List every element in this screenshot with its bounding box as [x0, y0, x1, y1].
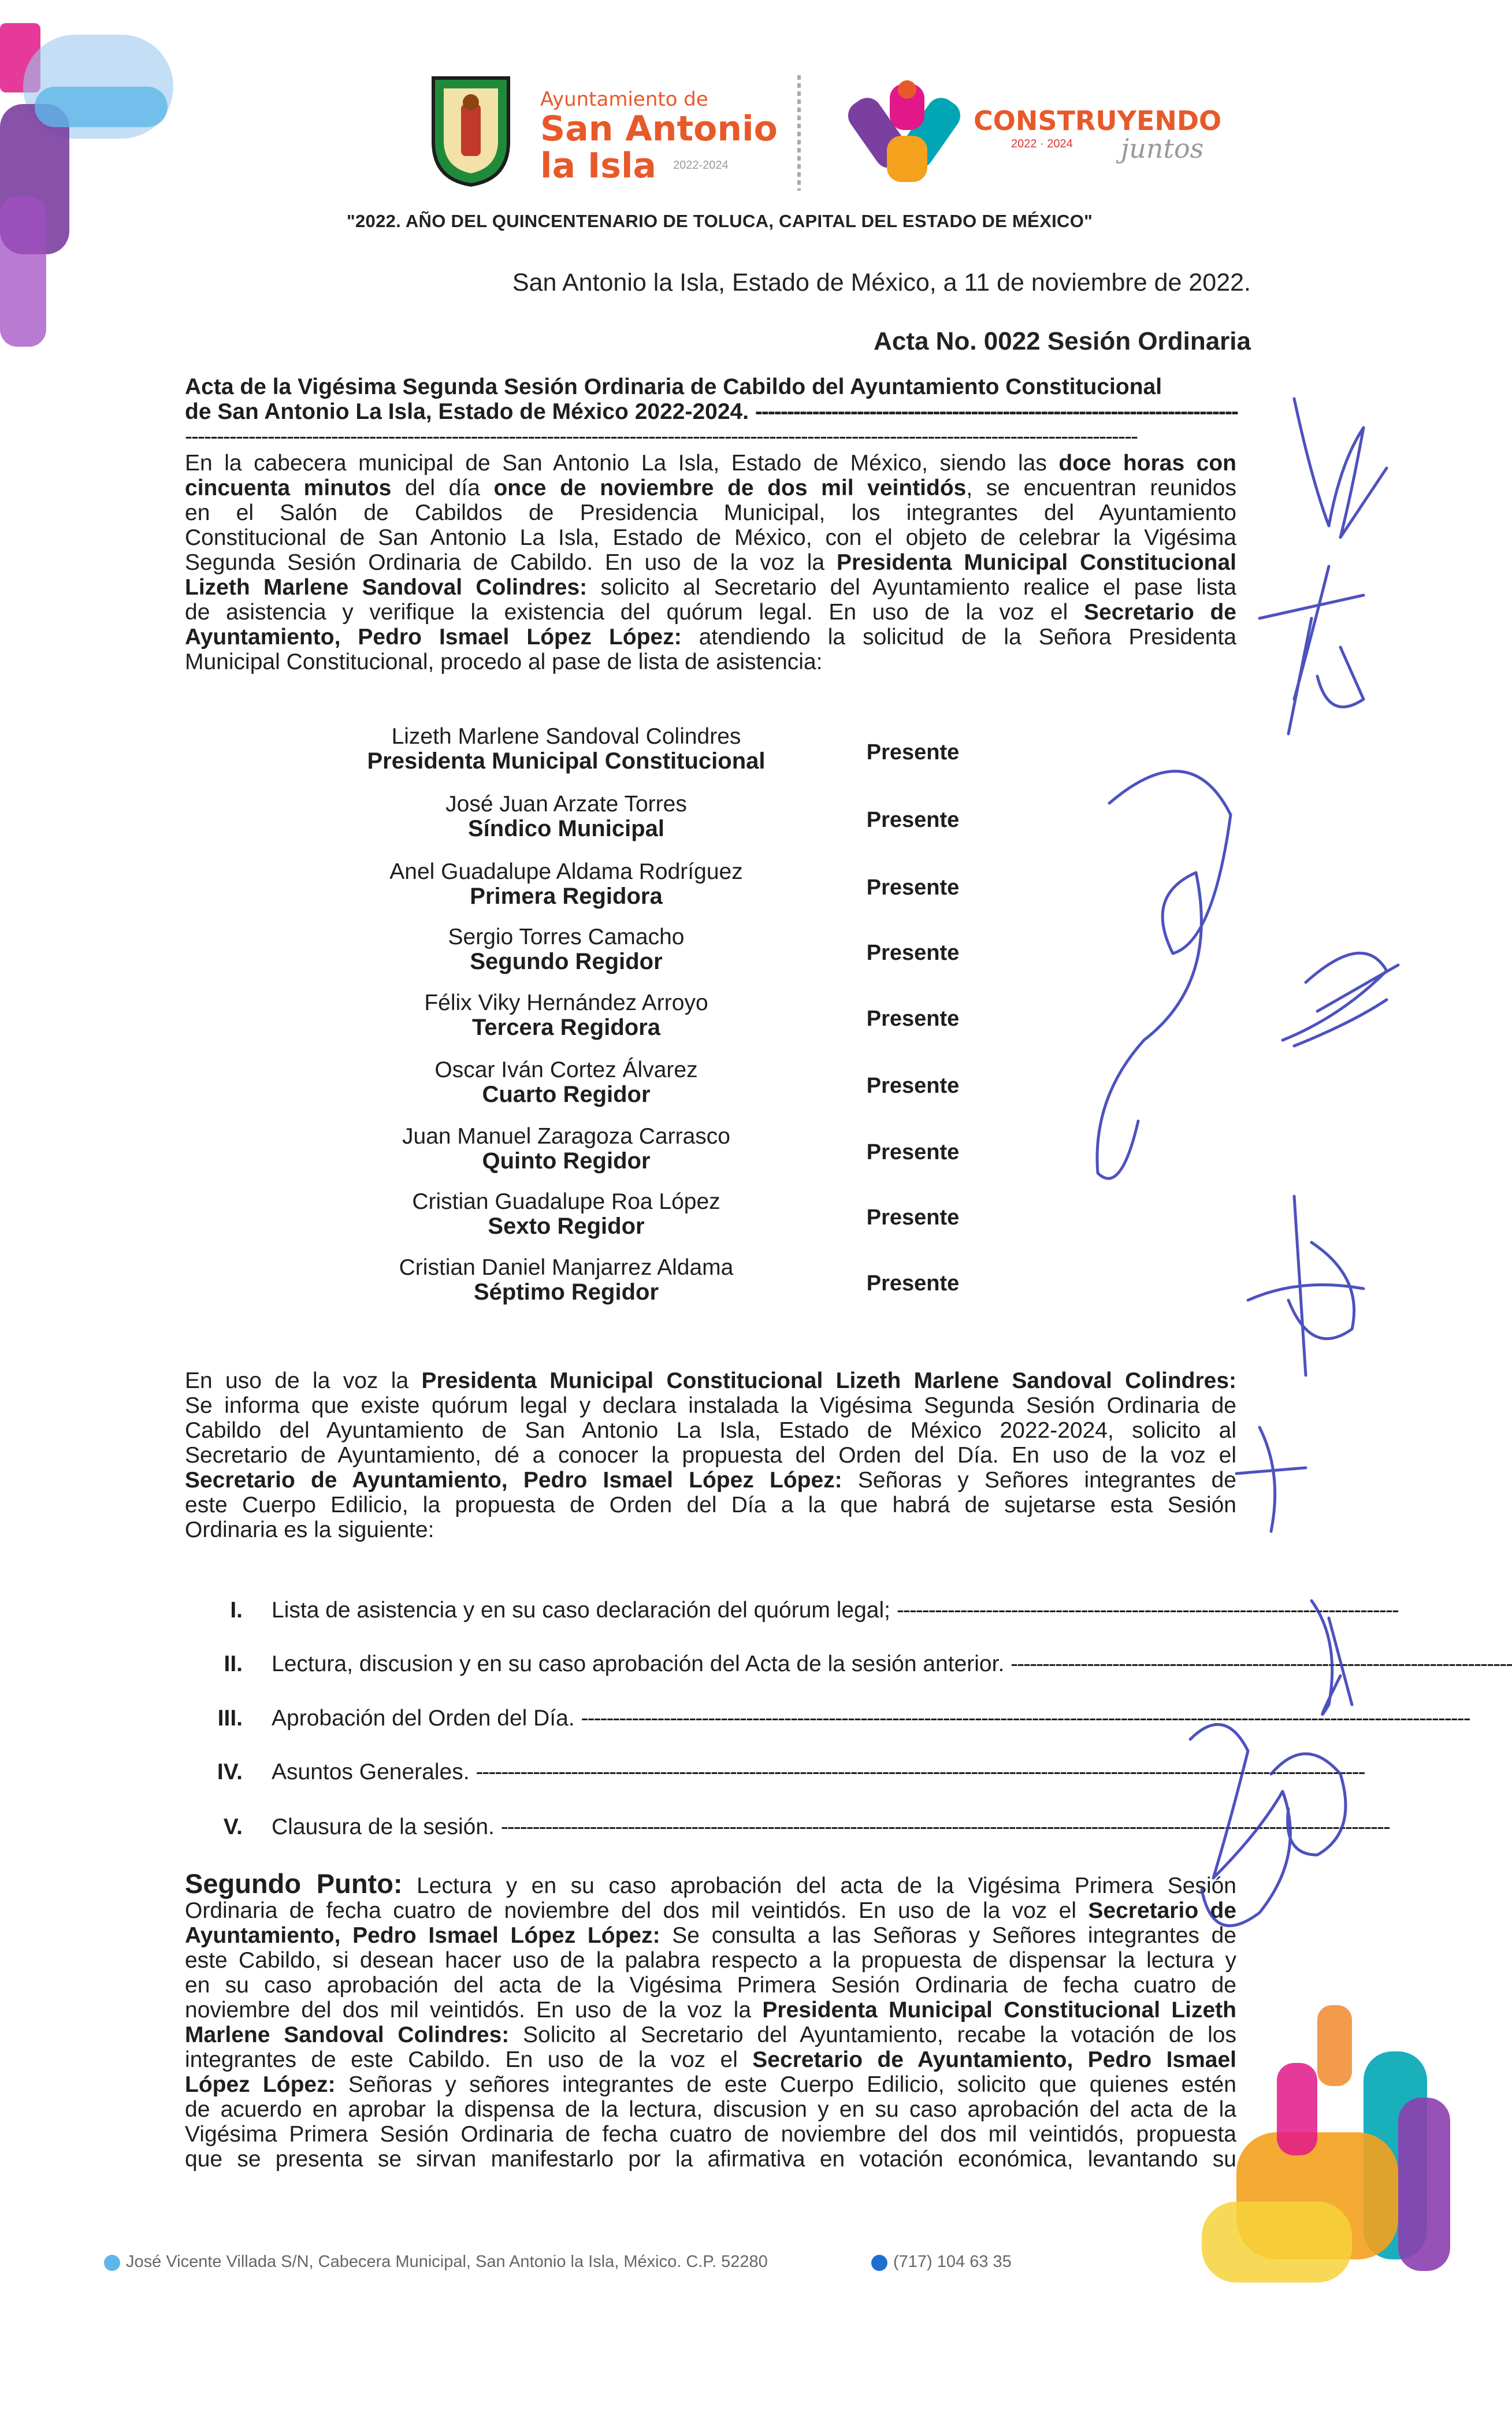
attendance-status: Presente — [866, 1007, 960, 1031]
segundo-punto-heading: Segundo Punto: — [185, 1868, 403, 1899]
agenda-item: IV. Asuntos Generales. -------------------------------------------------------------------------------------------------------------------------------------------- — [196, 1760, 1254, 1788]
attendance-row — [347, 1189, 1040, 1259]
attendance-row — [347, 1124, 1040, 1193]
header-divider — [797, 75, 801, 191]
member-name: Sergio Torres Camacho — [448, 925, 685, 949]
phone-icon — [871, 2255, 887, 2271]
member-role: Tercera Regidora — [471, 1015, 661, 1040]
location-icon — [104, 2255, 120, 2271]
attendance-status: Presente — [866, 740, 960, 765]
footer-address: José Vicente Villada S/N, Cabecera Municipal, San Antonio la Isla, México. C.P. 52280 — [126, 2252, 768, 2271]
member-name: Cristian Daniel Manjarrez Aldama — [399, 1255, 734, 1280]
attendance-status: Presente — [866, 808, 960, 832]
agenda-number: IV. — [217, 1760, 243, 1784]
acta-title-line2: de San Antonio La Isla, Estado de México 2022-2024. ---------------------------------------------------------------------------- — [185, 399, 1238, 424]
logo-title-line1: San Antonio — [540, 109, 778, 149]
agenda-item: III. Aprobación del Orden del Día. -------------------------------------------------------------------------------------------------------------------------------------------- — [196, 1706, 1254, 1735]
attendance-status: Presente — [866, 1205, 960, 1230]
acta-number: Acta No. 0022 Sesión Ordinaria — [874, 327, 1251, 355]
agenda-text: Lista de asistencia y en su caso declaración del quórum legal; — [272, 1598, 890, 1623]
agenda-text: Clausura de la sesión. — [272, 1814, 495, 1839]
footer — [104, 2252, 1086, 2276]
campaign-script: juntos — [1121, 133, 1204, 164]
attendance-status: Presente — [866, 1271, 960, 1296]
member-role: Primera Regidora — [470, 884, 663, 909]
logo-small-text: Ayuntamiento de — [540, 88, 708, 111]
header-motto: "2022. AÑO DEL QUINCENTENARIO DE TOLUCA, CAPITAL DEL ESTADO DE MÉXICO" — [347, 211, 1093, 231]
attendance-row — [347, 792, 1040, 861]
construyendo-logo-icon — [849, 78, 965, 188]
member-name: Oscar Iván Cortez Álvarez — [434, 1057, 698, 1082]
member-name: Félix Viky Hernández Arroyo — [424, 990, 708, 1015]
opening-paragraph: En la cabecera municipal de San Antonio La Isla, Estado de México, siendo las doce horas con cincuenta minutos del día once de noviembre de dos mil veintidós, se encuentran reunidos en el Salón de Cabildos de Presidencia Municipal, los integrantes del Ayuntamiento Constitucional de San Antonio La Isla, Estado de México, con el objeto de celebrar la Vigésima Segunda Sesión Ordinaria de Cabildo. En uso de la voz la Presidenta Municipal Constitucional Lizeth Marlene Sandoval Colindres: solicito al Secretario del Ayuntamiento realice el pase lista de asistencia y verifique la existencia del quórum legal. En uso de la voz el Secretario de Ayuntamiento, Pedro Ismael López López: atendiendo la solicitud de la Señora Presidenta Municipal Constitucional, procedo al pase de lista de asistencia: — [185, 451, 1236, 674]
agenda-text: Aprobación del Orden del Día. — [272, 1706, 575, 1731]
agenda-text: Asuntos Generales. — [272, 1760, 470, 1784]
date-line: San Antonio la Isla, Estado de México, a 11 de noviembre de 2022. — [512, 269, 1251, 296]
agenda-item: I. Lista de asistencia y en su caso declaración del quórum legal; ------------------------------------------------------------------------------- — [196, 1598, 1254, 1627]
member-role: Segundo Regidor — [470, 949, 663, 974]
member-role: Cuarto Regidor — [482, 1082, 651, 1107]
attendance-row — [347, 1057, 1040, 1127]
member-name: Anel Guadalupe Aldama Rodríguez — [389, 859, 743, 884]
agenda-number: V. — [223, 1814, 243, 1839]
agenda-number: I. — [230, 1598, 243, 1623]
municipal-seal-icon — [428, 72, 514, 188]
logo-title-line2: la Isla — [540, 146, 657, 186]
quorum-paragraph: En uso de la voz la Presidenta Municipal Constitucional Lizeth Marlene Sandoval Colindres: Se informa que existe quórum legal y declara instalada la Vigésima Segunda Sesión Ordinaria de Cabildo del Ayuntamiento de San Antonio La Isla, Estado de México 2022-2024, solicito al Secretario de Ayuntamiento, dé a conocer la propuesta del Orden del Día. En uso de la voz el Secretario de Ayuntamiento, Pedro Ismael López López: Señoras y Señores integrantes de este Cuerpo Edilicio, la propuesta de Orden del Día a la que habrá de sujetarse esta Sesión Ordinaria es la siguiente: — [185, 1368, 1237, 1542]
municipal-header — [428, 69, 1236, 202]
segundo-punto-paragraph: Segundo Punto: Lectura y en su caso aprobación del acta de la Vigésima Primera Sesión Ordinaria de fecha cuatro de noviembre del dos mil veintidós. En uso de la voz el Secretario de Ayuntamiento, Pedro Ismael López López: Se consulta a las Señoras y Señores integrantes de este Cabildo, si desean hacer uso de la palabra respecto a la propuesta de dispensar la lectura y en su caso aprobación del acta de la Vigésima Primera Sesión Ordinaria de fecha cuatro de noviembre del dos mil veintidós. En uso de la voz la Presidenta Municipal Constitucional Lizeth Marlene Sandoval Colindres: Solicito al Secretario del Ayuntamiento, recabe la votación de los integrantes de este Cabildo. En uso de la voz el Secretario de Ayuntamiento, Pedro Ismael López López: Señoras y señores integrantes de este Cuerpo Edilicio, solicito que quienes estén de acuerdo en aprobar la dispensa de la lectura, discusion y en su caso aprobación del acta de la Vigésima Primera Sesión Ordinaria de fecha cuatro de noviembre del dos mil veintidós, propuesta que se presenta se sirvan manifestarlo por la afirmativa en votación económica, levantando su — [185, 1868, 1237, 2172]
member-name: José Juan Arzate Torres — [445, 792, 687, 817]
member-role: Presidenta Municipal Constitucional — [367, 748, 766, 774]
logo-years: 2022-2024 — [673, 159, 729, 172]
member-role: Síndico Municipal — [467, 816, 665, 841]
handwritten-signatures — [1040, 376, 1456, 2051]
member-name: Cristian Guadalupe Roa López — [412, 1189, 720, 1214]
agenda-text: Lectura, discusion y en su caso aprobación del Acta de la sesión anterior. — [272, 1652, 1005, 1676]
attendance-row — [347, 724, 1040, 793]
footer-phone: (717) 104 63 35 — [893, 2252, 1012, 2271]
member-name: Lizeth Marlene Sandoval Colindres — [391, 724, 741, 749]
agenda-number: III. — [217, 1706, 243, 1731]
attendance-row — [347, 990, 1040, 1060]
campaign-years: 2022 · 2024 — [1011, 138, 1073, 150]
attendance-status: Presente — [866, 941, 960, 965]
attendance-row — [347, 859, 1040, 929]
attendance-row — [347, 1255, 1040, 1324]
attendance-status: Presente — [866, 875, 960, 900]
member-name: Juan Manuel Zaragoza Carrasco — [402, 1124, 730, 1149]
member-role: Sexto Regidor — [488, 1214, 645, 1239]
divider-dashes: ------------------------------------------------------------------------------------------------------------------------------------------------------ — [185, 424, 1138, 449]
corner-decoration-top-left — [0, 0, 300, 358]
attendance-status: Presente — [866, 1074, 960, 1098]
campaign-title: CONSTRUYENDO — [974, 105, 1222, 136]
member-role: Quinto Regidor — [482, 1148, 651, 1174]
agenda-item: II. Lectura, discusion y en su caso aprobación del Acta de la sesión anterior. ------------------------------------------------------------------------------- — [196, 1652, 1254, 1680]
acta-title-line1: Acta de la Vigésima Segunda Sesión Ordinaria de Cabildo del Ayuntamiento Constitucional — [185, 374, 1162, 399]
agenda-number: II. — [224, 1652, 243, 1676]
attendance-row — [347, 925, 1040, 994]
member-role: Séptimo Regidor — [473, 1279, 659, 1305]
agenda-item: V. Clausura de la sesión. -------------------------------------------------------------------------------------------------------------------------------------------- — [196, 1814, 1254, 1843]
attendance-status: Presente — [866, 1140, 960, 1164]
